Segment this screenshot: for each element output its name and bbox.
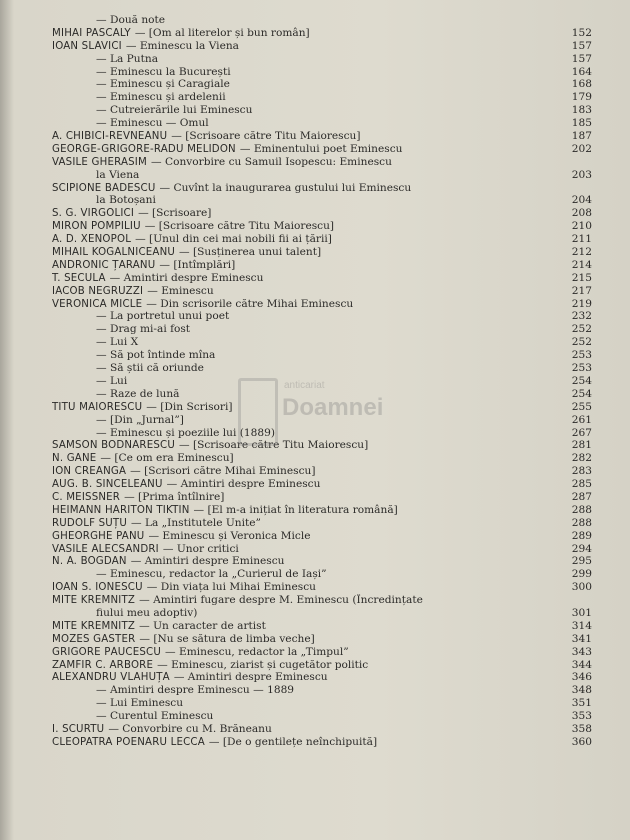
toc-title: — Cutreierările lui Eminescu <box>96 104 253 117</box>
toc-page-number: 288 <box>571 503 592 516</box>
toc-author: S. G. VIRGOLICI <box>52 208 135 220</box>
toc-entry <box>52 555 592 568</box>
toc-entry <box>52 336 592 349</box>
toc-page-number: 203 <box>571 168 592 181</box>
toc-title: — [Nu se sătura de limba veche] <box>139 632 315 645</box>
toc-page-number: 185 <box>571 117 592 130</box>
toc-page-number: 183 <box>571 104 592 117</box>
toc-title: — Din scrisorile către Mihai Eminescu <box>146 297 354 310</box>
toc-entry <box>52 568 592 581</box>
toc-entry <box>52 736 592 749</box>
toc-author: ZAMFIR C. ARBORE <box>52 659 154 671</box>
toc-author: MIHAI PASCALY <box>52 27 131 39</box>
toc-author: T. SECULA <box>52 272 106 284</box>
toc-page-number: 299 <box>571 568 592 581</box>
toc-title: — Curentul Eminescu <box>96 710 214 723</box>
toc-entry <box>52 439 592 452</box>
toc-title: — [Din Scrisori] <box>146 400 233 413</box>
toc-author: N. GANE <box>52 453 97 465</box>
toc-title: — Cuvînt la inaugurarea gustului lui Eminescu <box>159 181 412 194</box>
toc-title: — Amintiri fugare despre M. Eminescu (Încredințate <box>139 594 423 607</box>
toc-page-number: 187 <box>571 130 592 143</box>
toc-entry <box>52 543 592 556</box>
toc-title: — Din viața lui Mihai Eminescu <box>146 581 316 594</box>
toc-page-number: 344 <box>571 658 592 671</box>
table-of-contents <box>52 14 592 749</box>
toc-author: IOAN SLAVICI <box>52 40 122 52</box>
toc-entry <box>52 671 592 684</box>
toc-title: — Eminescu și poeziile lui (1889) <box>96 426 275 439</box>
toc-page-number: 211 <box>571 233 592 246</box>
toc-entry <box>52 259 592 272</box>
toc-page-number: 157 <box>571 52 592 65</box>
toc-author: MIRON POMPILIU <box>52 221 141 233</box>
toc-author: A. D. XENOPOL <box>52 234 132 246</box>
toc-entry <box>52 66 592 79</box>
toc-entry <box>52 53 592 66</box>
toc-author: VASILE GHERASIM <box>52 156 147 168</box>
toc-author: MOZES GASTER <box>52 633 136 645</box>
toc-title: — Amintiri despre Eminescu <box>130 555 285 568</box>
toc-page-number: 348 <box>571 684 592 697</box>
toc-page-number: 300 <box>571 581 592 594</box>
toc-title: — La Putna <box>96 52 159 65</box>
toc-page-number: 267 <box>571 426 592 439</box>
watermark-big-text: Doamnei <box>282 394 384 421</box>
toc-entry <box>52 233 592 246</box>
toc-page-number: 358 <box>571 722 592 735</box>
toc-entry <box>52 207 592 220</box>
toc-title: — Raze de lună <box>96 387 180 400</box>
toc-entry <box>52 659 592 672</box>
toc-page-number: 341 <box>571 632 592 645</box>
toc-entry-line <box>52 169 592 182</box>
toc-entry <box>52 246 592 259</box>
toc-author: GHEORGHE PANU <box>52 530 145 542</box>
toc-page-number: 353 <box>571 710 592 723</box>
toc-title: — [Scrisoare către Titu Maiorescu] <box>178 439 369 452</box>
toc-author: VERONICA MICLE <box>52 298 143 310</box>
toc-title: — Eminescu <box>147 284 214 297</box>
toc-page-number: 157 <box>571 39 592 52</box>
toc-title: — [Om al literelor și bun român] <box>134 26 310 39</box>
toc-title: — Eminescu și Caragiale <box>96 78 230 91</box>
toc-title: — Eminescu, redactor la „Timpul” <box>165 645 349 658</box>
toc-entry <box>52 220 592 233</box>
toc-author: A. CHIBICI-REVNEANU <box>52 131 168 143</box>
toc-entry <box>52 388 592 401</box>
toc-entry <box>52 182 592 208</box>
toc-title: — Convorbire cu M. Brăneanu <box>108 722 272 735</box>
toc-author: C. MEISSNER <box>52 491 121 503</box>
toc-title: — Să pot întinde mîna <box>96 349 216 362</box>
watermark-small-text: anticariat <box>284 380 325 391</box>
toc-entry <box>52 504 592 517</box>
toc-title: — [Scrisoare către Titu Maiorescu] <box>171 130 361 143</box>
toc-page-number: 152 <box>571 26 592 39</box>
toc-author: VASILE ALECSANDRI <box>52 543 159 555</box>
toc-page-number: 346 <box>571 671 592 684</box>
toc-entry <box>52 40 592 53</box>
toc-title: — [Scrisori către Mihai Eminescu] <box>130 465 316 478</box>
toc-title: — Să știi că oriunde <box>96 362 204 375</box>
toc-author: IACOB NEGRUZZI <box>52 285 144 297</box>
toc-page-number: 168 <box>571 78 592 91</box>
toc-entry <box>52 323 592 336</box>
toc-author: GRIGORE PĂUCESCU <box>52 646 161 658</box>
toc-page-number: 214 <box>571 258 592 271</box>
toc-entry <box>52 14 592 27</box>
toc-page-number: 208 <box>571 207 592 220</box>
toc-page-number: 343 <box>571 645 592 658</box>
toc-entry <box>52 530 592 543</box>
toc-title: — Eminescu la București <box>96 65 231 78</box>
toc-page-number: 255 <box>571 400 592 413</box>
toc-entry <box>52 710 592 723</box>
toc-page-number: 282 <box>571 452 592 465</box>
toc-page-number: 212 <box>571 246 592 259</box>
toc-entry <box>52 465 592 478</box>
toc-entry <box>52 272 592 285</box>
toc-page-number: 351 <box>571 697 592 710</box>
toc-title: — Eminentului poet Eminescu <box>239 142 403 155</box>
toc-page-number: 210 <box>571 220 592 233</box>
toc-entry <box>52 401 592 414</box>
toc-entry <box>52 594 592 620</box>
toc-entry <box>52 633 592 646</box>
toc-author: RUDOLF SUȚU <box>52 517 127 529</box>
toc-page-number: 261 <box>571 413 592 426</box>
toc-entry <box>52 491 592 504</box>
toc-entry <box>52 362 592 375</box>
toc-author: ION CREANGĂ <box>52 466 127 478</box>
toc-entry <box>52 349 592 362</box>
toc-page-number: 219 <box>571 297 592 310</box>
toc-page-number: 204 <box>571 194 592 207</box>
toc-title: — Amintiri despre Eminescu <box>166 478 321 491</box>
toc-entry <box>52 298 592 311</box>
toc-entry <box>52 285 592 298</box>
toc-title-continued: la Botoșani <box>96 194 156 207</box>
toc-page-number: 232 <box>571 310 592 323</box>
toc-author: MITE KREMNITZ <box>52 620 136 632</box>
toc-title-continued: fiului meu adoptiv) <box>96 606 198 619</box>
toc-page-number: 314 <box>571 619 592 632</box>
toc-title: — Amintiri despre Eminescu — 1889 <box>96 684 295 697</box>
toc-author: HEIMANN HARITON TIKTIN <box>52 504 190 516</box>
toc-title: — Un caracter de artist <box>139 619 266 632</box>
toc-entry <box>52 427 592 440</box>
toc-title: — Două note <box>96 14 166 26</box>
toc-title: — [Din „Jurnal”] <box>96 413 184 426</box>
toc-title: — Unor critici <box>162 542 239 555</box>
toc-title: — [De o gentilețe neînchipuită] <box>208 735 378 748</box>
toc-page-number: 289 <box>571 529 592 542</box>
toc-entry <box>52 414 592 427</box>
toc-entry <box>52 117 592 130</box>
toc-title: — Convorbire cu Samuil Isopescu: Eminescu <box>151 155 392 168</box>
toc-entry-line <box>52 607 592 620</box>
toc-page-number: 295 <box>571 555 592 568</box>
toc-title: — Amintiri despre Eminescu <box>173 671 328 684</box>
toc-page-number: 179 <box>571 91 592 104</box>
toc-page-number: 301 <box>571 606 592 619</box>
toc-title: — Lui <box>96 374 128 387</box>
toc-title: — Eminescu și Veronica Micle <box>148 529 311 542</box>
toc-entry-line <box>52 156 592 169</box>
toc-entry <box>52 452 592 465</box>
toc-title-continued: la Viena <box>96 168 140 181</box>
toc-page-number: 254 <box>571 374 592 387</box>
toc-entry <box>52 310 592 323</box>
toc-entry <box>52 375 592 388</box>
toc-title: — [Intîmplări] <box>159 258 236 271</box>
toc-author: N. A. BOGDAN <box>52 556 127 568</box>
toc-page-number: 252 <box>571 323 592 336</box>
toc-page-number: 287 <box>571 490 592 503</box>
toc-author: ANDRONIC ȚARANU <box>52 259 156 271</box>
toc-author: AUG. B. SINCELEANU <box>52 479 163 491</box>
toc-page-number: 360 <box>571 735 592 748</box>
toc-title: — Eminescu — Omul <box>96 117 209 130</box>
toc-entry-line <box>52 182 592 195</box>
toc-entry <box>52 104 592 117</box>
toc-entry <box>52 91 592 104</box>
toc-entry <box>52 581 592 594</box>
toc-entry-line <box>52 594 592 607</box>
toc-title: — Lui X <box>96 336 139 349</box>
toc-page-number: 283 <box>571 465 592 478</box>
toc-page-number: 254 <box>571 387 592 400</box>
toc-title: — [Scrisoare] <box>138 207 212 220</box>
toc-author: MITE KREMNITZ <box>52 595 136 607</box>
toc-entry <box>52 646 592 659</box>
toc-title: — Eminescu, redactor la „Curierul de Iași” <box>96 568 327 581</box>
toc-author: SCIPIONE BĂDESCU <box>52 182 156 194</box>
toc-title: — Amintiri despre Eminescu <box>109 271 264 284</box>
toc-page-number: 253 <box>571 349 592 362</box>
toc-title: — Drag mi-ai fost <box>96 323 191 336</box>
toc-title: — Eminescu și ardelenii <box>96 91 226 104</box>
toc-title: — [El m-a inițiat în literatura română] <box>193 503 398 516</box>
toc-page-number: 285 <box>571 478 592 491</box>
toc-title: — Lui Eminescu <box>96 697 184 710</box>
toc-entry <box>52 156 592 182</box>
toc-author: GEORGE-GRIGORE-RADU MELIDON <box>52 143 236 155</box>
toc-author: IOAN S. IONESCU <box>52 582 143 594</box>
toc-author: CLEOPATRA POENARU LECCA <box>52 736 205 748</box>
toc-title: — [Prima întîlnire] <box>124 490 225 503</box>
toc-title: — [Ce om era Eminescu] <box>100 452 234 465</box>
toc-entry <box>52 723 592 736</box>
toc-entry <box>52 620 592 633</box>
toc-entry <box>52 478 592 491</box>
toc-entry-line <box>52 194 592 207</box>
toc-page-number: 215 <box>571 271 592 284</box>
toc-page-number: 252 <box>571 336 592 349</box>
toc-title: — [Susținerea unui talent] <box>179 246 322 259</box>
toc-author: MIHAIL KOGĂLNICEANU <box>52 247 176 259</box>
toc-entry <box>52 78 592 91</box>
toc-author: I. SCURTU <box>52 723 105 735</box>
toc-title: — [Unul din cei mai nobili fii ai țării] <box>135 233 332 246</box>
toc-page-number: 288 <box>571 516 592 529</box>
toc-author: TITU MAIORESCU <box>52 401 143 413</box>
toc-page-number: 217 <box>571 284 592 297</box>
toc-entry <box>52 517 592 530</box>
toc-entry <box>52 684 592 697</box>
toc-page-number: 202 <box>571 142 592 155</box>
toc-entry <box>52 143 592 156</box>
toc-page-number: 294 <box>571 542 592 555</box>
toc-title: — [Scrisoare către Titu Maiorescu] <box>144 220 335 233</box>
toc-page-number: 281 <box>571 439 592 452</box>
toc-title: — La „Institutele Unite” <box>130 516 261 529</box>
toc-page-number: 164 <box>571 65 592 78</box>
toc-title: — Eminescu la Viena <box>125 39 239 52</box>
toc-author: SAMSON BODNĂRESCU <box>52 440 175 452</box>
toc-title: — Eminescu, ziarist și cugetător politic <box>157 658 369 671</box>
toc-entry <box>52 130 592 143</box>
toc-title: — La portretul unui poet <box>96 310 230 323</box>
toc-author: ALEXANDRU VLAHUȚĂ <box>52 672 170 684</box>
toc-entry <box>52 27 592 40</box>
toc-entry <box>52 697 592 710</box>
toc-page-number: 253 <box>571 362 592 375</box>
